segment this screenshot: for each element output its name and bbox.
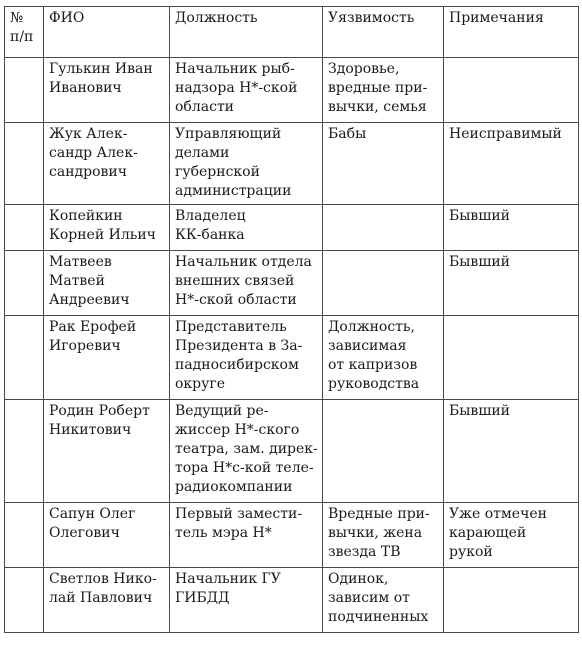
cell-full-name: Жук Алек- сандр Алек- сандрович (44, 123, 170, 205)
cell-full-name: Светлов Нико- лай Павлович (44, 568, 170, 633)
table-row (5, 251, 579, 316)
cell-number (5, 400, 44, 503)
cell-notes (444, 568, 579, 633)
table-row (5, 316, 579, 400)
cell-weakness: Должность, зависимая от капризов руководства (323, 316, 444, 400)
cell-notes: Уже отмечен карающей рукой (444, 503, 579, 568)
cell-number (5, 123, 44, 205)
cell-position: Начальник ГУ ГИБДД (170, 568, 323, 633)
table-header-row (5, 7, 579, 58)
cell-full-name: Гулькин Иван Иванович (44, 58, 170, 123)
table-row (5, 205, 579, 251)
table-row (5, 58, 579, 123)
data-table (4, 6, 579, 633)
cell-notes: Бывший (444, 205, 579, 251)
table-row (5, 568, 579, 633)
cell-notes (444, 58, 579, 123)
cell-weakness (323, 205, 444, 251)
document-page (4, 6, 578, 633)
cell-full-name: Рак Ерофей Игоревич (44, 316, 170, 400)
cell-weakness (323, 251, 444, 316)
cell-weakness: Бабы (323, 123, 444, 205)
header-position: Должность (170, 7, 323, 58)
cell-position: Начальник рыб- надзора Н*-ской области (170, 58, 323, 123)
cell-position: Ведущий ре- жиссер Н*-ского театра, зам. дирек- тора Н*с-кой теле- радиокомпании (170, 400, 323, 503)
cell-position: Владелец КК-банка (170, 205, 323, 251)
header-weakness: Уязвимость (323, 7, 444, 58)
header-full-name: ФИО (44, 7, 170, 58)
cell-position: Представитель Президента в За- падносибирском округе (170, 316, 323, 400)
cell-number (5, 205, 44, 251)
cell-notes: Бывший (444, 400, 579, 503)
table-row (5, 123, 579, 205)
cell-full-name: Копейкин Корней Ильич (44, 205, 170, 251)
cell-number (5, 568, 44, 633)
table-row (5, 400, 579, 503)
cell-position: Начальник отдела внешних связей Н*-ской области (170, 251, 323, 316)
cell-weakness: Здоровье, вредные при- вычки, семья (323, 58, 444, 123)
header-number: № п/п (5, 7, 44, 58)
table-row (5, 503, 579, 568)
cell-weakness: Вредные при- вычки, жена звезда ТВ (323, 503, 444, 568)
cell-number (5, 503, 44, 568)
cell-number (5, 316, 44, 400)
cell-notes: Неисправимый (444, 123, 579, 205)
cell-full-name: Родин Роберт Никитович (44, 400, 170, 503)
cell-position: Управляющий делами губернской администрации (170, 123, 323, 205)
header-notes: Примечания (444, 7, 579, 58)
cell-full-name: Сапун Олег Олегович (44, 503, 170, 568)
cell-weakness: Одинок, зависим от подчиненных (323, 568, 444, 633)
cell-notes: Бывший (444, 251, 579, 316)
cell-notes (444, 316, 579, 400)
cell-full-name: Матвеев Матвей Андреевич (44, 251, 170, 316)
cell-position: Первый замести- тель мэра Н* (170, 503, 323, 568)
cell-weakness (323, 400, 444, 503)
cell-number (5, 251, 44, 316)
cell-number (5, 58, 44, 123)
